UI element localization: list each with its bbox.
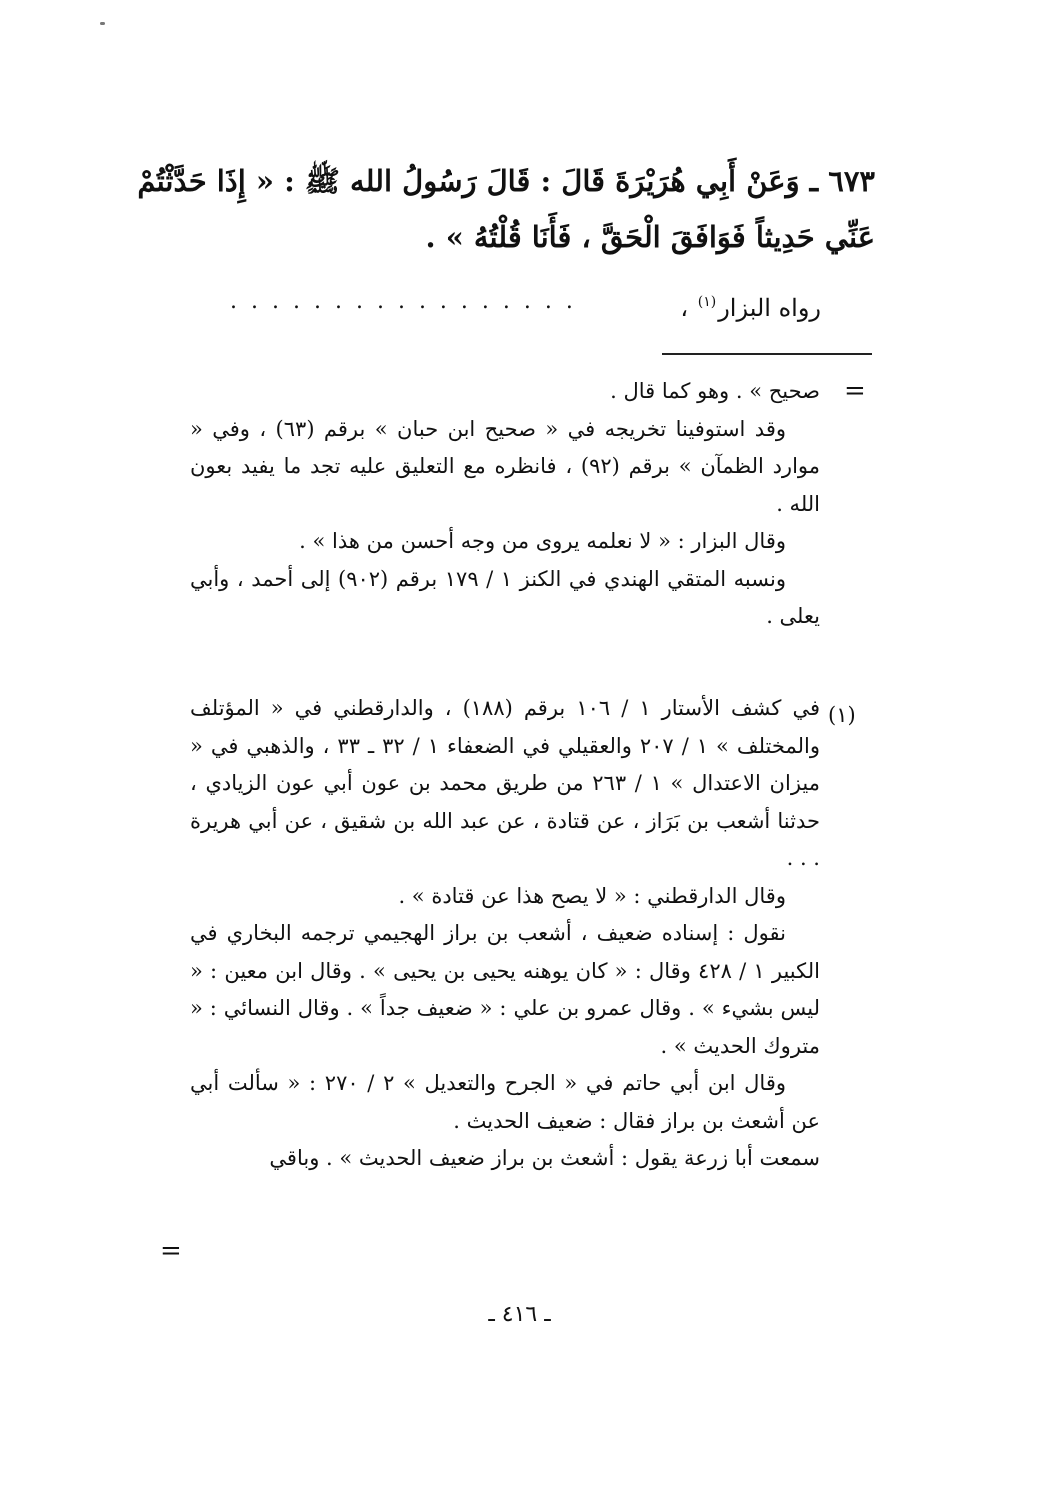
footnote-1-paragraph-5: سمعت أبا زرعة يقول : أشعث بن براز ضعيف الحديث » . وباقي [269, 1146, 820, 1170]
page-number: ـ ٤١٦ ـ [488, 1302, 551, 1327]
source-line [230, 280, 821, 324]
footnote-1 [190, 690, 820, 1178]
hadith-line-2: عَنِّي حَدِيثاً فَوَافَقَ الْحَقَّ ، فَأَنَا قُلْتُهُ » . [425, 220, 875, 254]
footnote-1-paragraph-1: في كشف الأستار ١ / ١٠٦ برقم (١٨٨) ، والدارقطني في « المؤتلف والمختلف » ١ / ٢٠٧ والعقيلي في الضعفاء ١ / ٣٢ ـ ٣٣ ، والذهبي في « ميزان الاعتدال » ١ / ٢٦٣ من طريق محمد بن عون أبي عون الزيادي ، حدثنا أشعب بن بَرَاز ، عن قتادة ، عن عبد الله بن شقيق ، عن أبي هريرة . . . [190, 696, 820, 870]
footnote-1-paragraph-3: نقول : إسناده ضعيف ، أشعب بن براز الهجيمي ترجمه البخاري في الكبير ١ / ٤٢٨ وقال : « كان يوهنه يحيى بن يحيى » . وقال ابن معين : « ليس بشيء » . وقال عمرو بن علي : « ضعيف جداً » . وقال النسائي : « متروك الحديث » . [190, 921, 820, 1058]
footnote-1-paragraph-2: وقال الدارقطني : « لا يصح هذا عن قتادة » . [398, 883, 786, 908]
scan-speck [100, 22, 105, 25]
footnote-reference: (١) [697, 294, 717, 310]
source-separator: ، [680, 294, 689, 322]
footnote-cont-paragraph-4: ونسبه المتقي الهندي في الكنز ١ / ١٧٩ برقم (٩٠٢) إلى أحمد ، وأبي يعلى . [190, 566, 820, 628]
footnote-cont-paragraph-2: وقد استوفينا تخريجه في « صحيح ابن حبان » برقم (٦٣) ، وفي « موارد الظمآن » برقم (٩٢) ، فانظره مع التعليق عليه تجد ما يفيد بعون الله . [190, 416, 820, 516]
footnotes-continued [190, 373, 820, 636]
dotted-leader: ................. [230, 289, 587, 314]
footnote-cont-paragraph-3: وقال البزار : « لا نعلمه يروى من وجه أحسن من هذا » . [299, 529, 786, 553]
continuation-marker-top: = [844, 376, 866, 406]
footnote-separator-rule [662, 353, 872, 355]
footnote-cont-paragraph-1: صحيح » . وهو كما قال . [610, 379, 820, 403]
hadith-line-1: ٦٧٣ ـ وَعَنْ أَبِي هُرَيْرَةَ قَالَ : قَالَ رَسُولُ الله ﷺ : « إِذَا حَدَّثْتُمْ [137, 164, 875, 198]
source-attribution [680, 280, 821, 330]
footnote-1-marker: (١) [828, 703, 856, 727]
footnote-1-paragraph-4: وقال ابن أبي حاتم في « الجرح والتعديل » ٢ / ٢٧٠ : « سألت أبي عن أشعث بن براز فقال : ضعيف الحديث . [190, 1071, 820, 1133]
hadith-text [137, 153, 875, 265]
continuation-marker-bottom: = [160, 1236, 182, 1266]
source-text: رواه البزار [718, 294, 821, 322]
